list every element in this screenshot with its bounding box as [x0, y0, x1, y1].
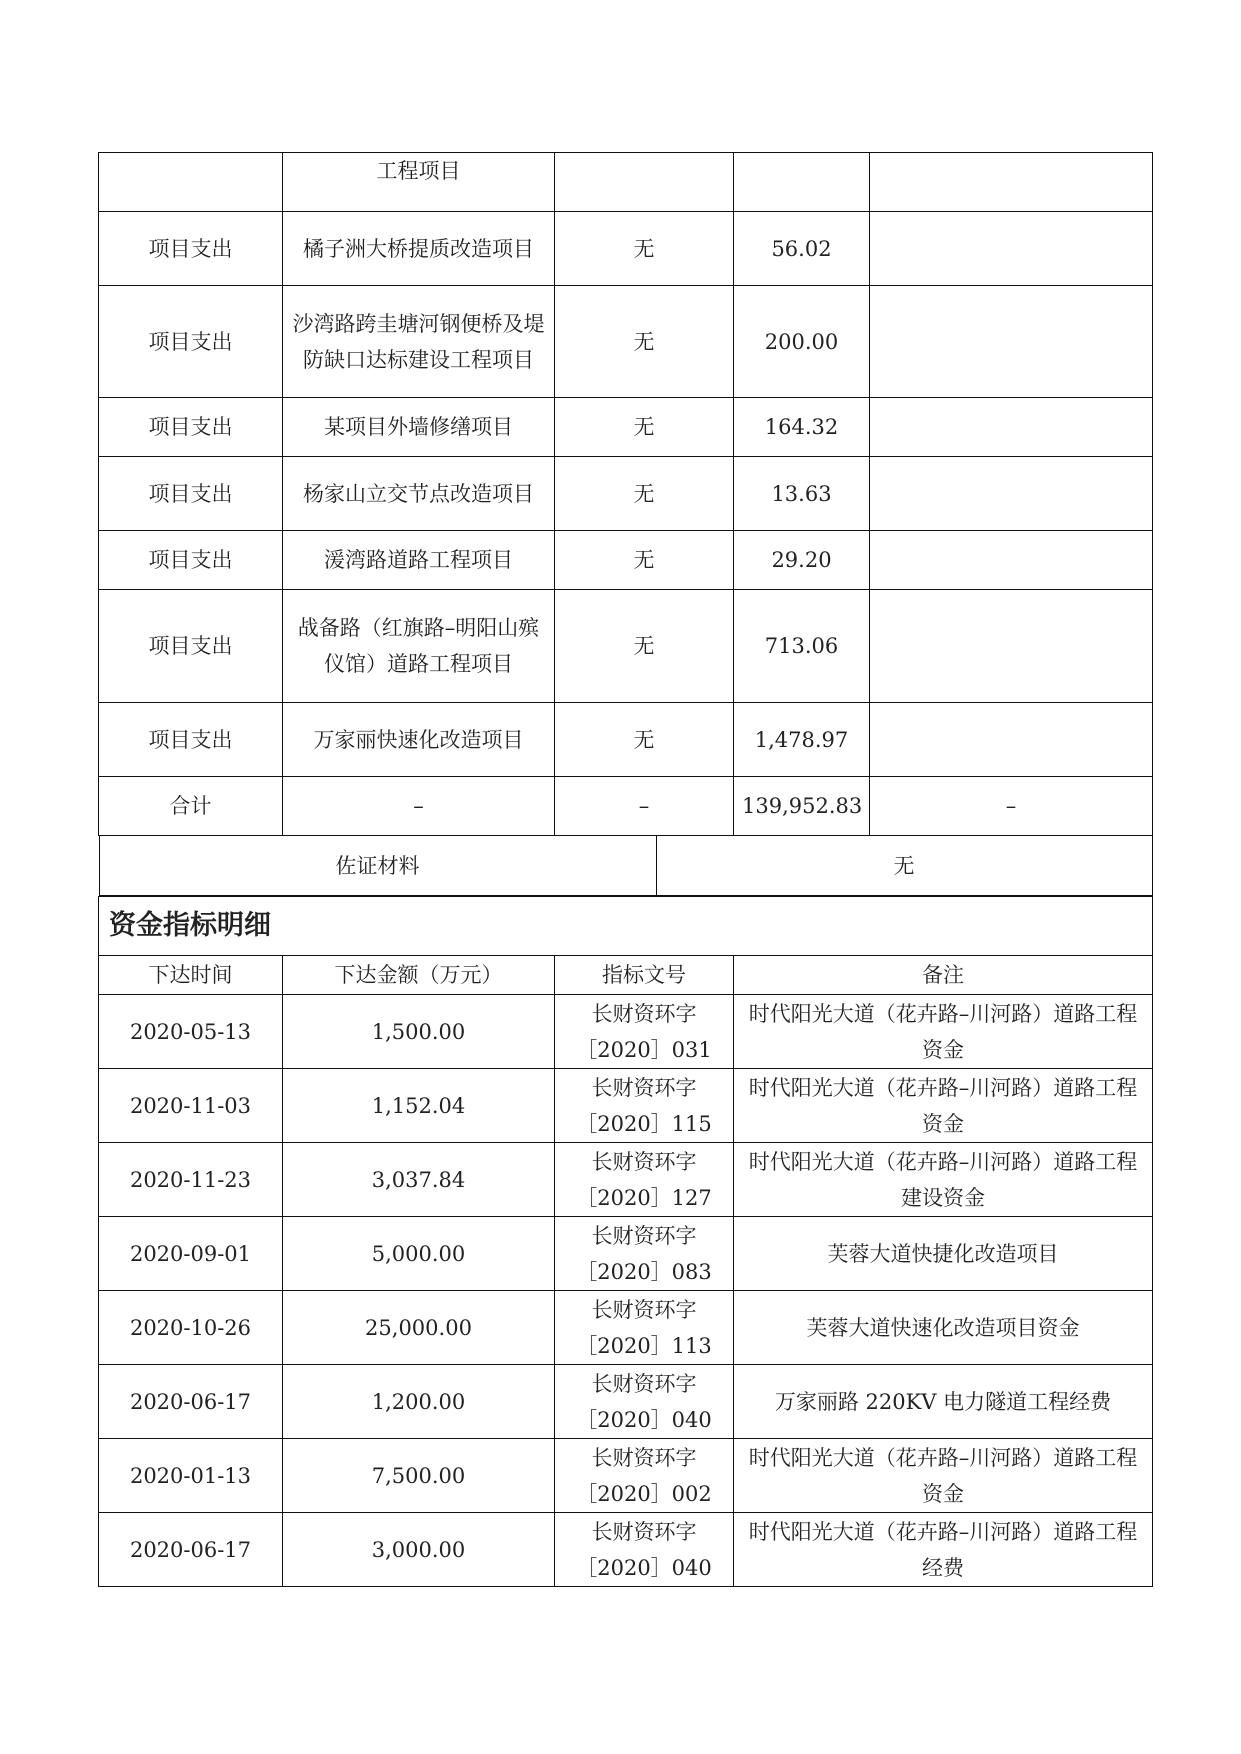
- release-date: 2020-01-13: [99, 1439, 283, 1513]
- fund-row: [99, 995, 1153, 1069]
- cell-type: 项目支出: [99, 212, 283, 286]
- release-date: 2020-10-26: [99, 1291, 283, 1365]
- cell-basis: 无: [555, 398, 734, 457]
- remark: 时代阳光大道（花卉路–川河路）道路工程资金: [734, 1069, 1153, 1143]
- cell-amount: 56.02: [734, 212, 870, 286]
- table-row: [99, 212, 1153, 286]
- table-row: [99, 531, 1153, 590]
- cell-name: 沙湾路跨圭塘河钢便桥及堤防缺口达标建设工程项目: [283, 286, 555, 398]
- column-header: 下达时间: [99, 956, 283, 995]
- cell-name: 万家丽快速化改造项目: [283, 703, 555, 777]
- cell-type: 项目支出: [99, 531, 283, 590]
- fund-row: [99, 1069, 1153, 1143]
- document-number: 长财资环字［2020］040: [555, 1365, 734, 1439]
- release-date: 2020-11-23: [99, 1143, 283, 1217]
- cell-basis: –: [555, 777, 734, 836]
- cell-name: 杨家山立交节点改造项目: [283, 457, 555, 531]
- cell-note: [870, 398, 1153, 457]
- cell-name: 某项目外墙修缮项目: [283, 398, 555, 457]
- cell-type: 合计: [99, 777, 283, 836]
- cell-basis: 无: [555, 457, 734, 531]
- remark: 芙蓉大道快速化改造项目资金: [734, 1291, 1153, 1365]
- cell-type: 项目支出: [99, 457, 283, 531]
- fund-header-row: [99, 956, 1153, 995]
- cell-basis: 无: [555, 212, 734, 286]
- cell-note: –: [870, 777, 1153, 836]
- fund-row: [99, 1439, 1153, 1513]
- release-date: 2020-09-01: [99, 1217, 283, 1291]
- cell-type: 项目支出: [99, 286, 283, 398]
- cell-note: [870, 286, 1153, 398]
- column-header: 备注: [734, 956, 1153, 995]
- table-row: [99, 398, 1153, 457]
- cell-amount: 164.32: [734, 398, 870, 457]
- cell-basis: 无: [555, 703, 734, 777]
- release-date: 2020-11-03: [99, 1069, 283, 1143]
- release-amount: 3,037.84: [283, 1143, 555, 1217]
- fund-row: [99, 1365, 1153, 1439]
- release-amount: 1,500.00: [283, 995, 555, 1069]
- remark: 万家丽路 220KV 电力隧道工程经费: [734, 1365, 1153, 1439]
- cell-name: 战备路（红旗路–明阳山殡仪馆）道路工程项目: [283, 590, 555, 703]
- cell-name: 橘子洲大桥提质改造项目: [283, 212, 555, 286]
- column-header: 下达金额（万元）: [283, 956, 555, 995]
- cell-basis: 无: [555, 286, 734, 398]
- document-number: 长财资环字［2020］127: [555, 1143, 734, 1217]
- cell-amount: 29.20: [734, 531, 870, 590]
- cell-name: 湲湾路道路工程项目: [283, 531, 555, 590]
- table-row: [99, 590, 1153, 703]
- document-number: 长财资环字［2020］113: [555, 1291, 734, 1365]
- document-number: 长财资环字［2020］002: [555, 1439, 734, 1513]
- release-date: 2020-06-17: [99, 1365, 283, 1439]
- release-date: 2020-05-13: [99, 995, 283, 1069]
- cell-amount: 713.06: [734, 590, 870, 703]
- cell-amount: [734, 153, 870, 212]
- document-number: 长财资环字［2020］115: [555, 1069, 734, 1143]
- fund-row: [99, 1513, 1153, 1587]
- cell-amount: 13.63: [734, 457, 870, 531]
- release-amount: 25,000.00: [283, 1291, 555, 1365]
- fund-row: [99, 1143, 1153, 1217]
- budget-table: [98, 152, 1153, 1587]
- cell-type: 项目支出: [99, 398, 283, 457]
- cell-note: [870, 531, 1153, 590]
- fund-row: [99, 1291, 1153, 1365]
- release-amount: 1,152.04: [283, 1069, 555, 1143]
- cell-note: [870, 703, 1153, 777]
- release-amount: 3,000.00: [283, 1513, 555, 1587]
- column-header: 指标文号: [555, 956, 734, 995]
- release-amount: 5,000.00: [283, 1217, 555, 1291]
- remark: 芙蓉大道快捷化改造项目: [734, 1217, 1153, 1291]
- remark: 时代阳光大道（花卉路–川河路）道路工程资金: [734, 1439, 1153, 1513]
- cell-amount: 200.00: [734, 286, 870, 398]
- cell-basis: 无: [555, 590, 734, 703]
- cell-amount: 1,478.97: [734, 703, 870, 777]
- cell-note: [870, 457, 1153, 531]
- cell-name: –: [283, 777, 555, 836]
- table-row: [99, 777, 1153, 836]
- table-row: [99, 286, 1153, 398]
- remark: 时代阳光大道（花卉路–川河路）道路工程资金: [734, 995, 1153, 1069]
- release-amount: 1,200.00: [283, 1365, 555, 1439]
- document-number: 长财资环字［2020］031: [555, 995, 734, 1069]
- document-number: 长财资环字［2020］083: [555, 1217, 734, 1291]
- remark: 时代阳光大道（花卉路–川河路）道路工程建设资金: [734, 1143, 1153, 1217]
- table-row: [99, 703, 1153, 777]
- cell-basis: 无: [555, 531, 734, 590]
- table-row: [99, 457, 1153, 531]
- remark: 时代阳光大道（花卉路–川河路）道路工程经费: [734, 1513, 1153, 1587]
- cell-note: [870, 590, 1153, 703]
- cell-name: 工程项目: [283, 153, 555, 212]
- cell-note: [870, 212, 1153, 286]
- evidence-row: [99, 836, 1153, 897]
- evidence-value: 无: [657, 836, 1153, 896]
- document-number: 长财资环字［2020］040: [555, 1513, 734, 1587]
- fund-row: [99, 1217, 1153, 1291]
- cell-basis: [555, 153, 734, 212]
- release-date: 2020-06-17: [99, 1513, 283, 1587]
- cell-type: 项目支出: [99, 590, 283, 703]
- table-row: [99, 153, 1153, 212]
- section-title: 资金指标明细: [99, 897, 1153, 956]
- cell-note: [870, 153, 1153, 212]
- cell-type: [99, 153, 283, 212]
- release-amount: 7,500.00: [283, 1439, 555, 1513]
- cell-type: 项目支出: [99, 703, 283, 777]
- cell-amount: 139,952.83: [734, 777, 870, 836]
- evidence-label: 佐证材料: [99, 836, 657, 896]
